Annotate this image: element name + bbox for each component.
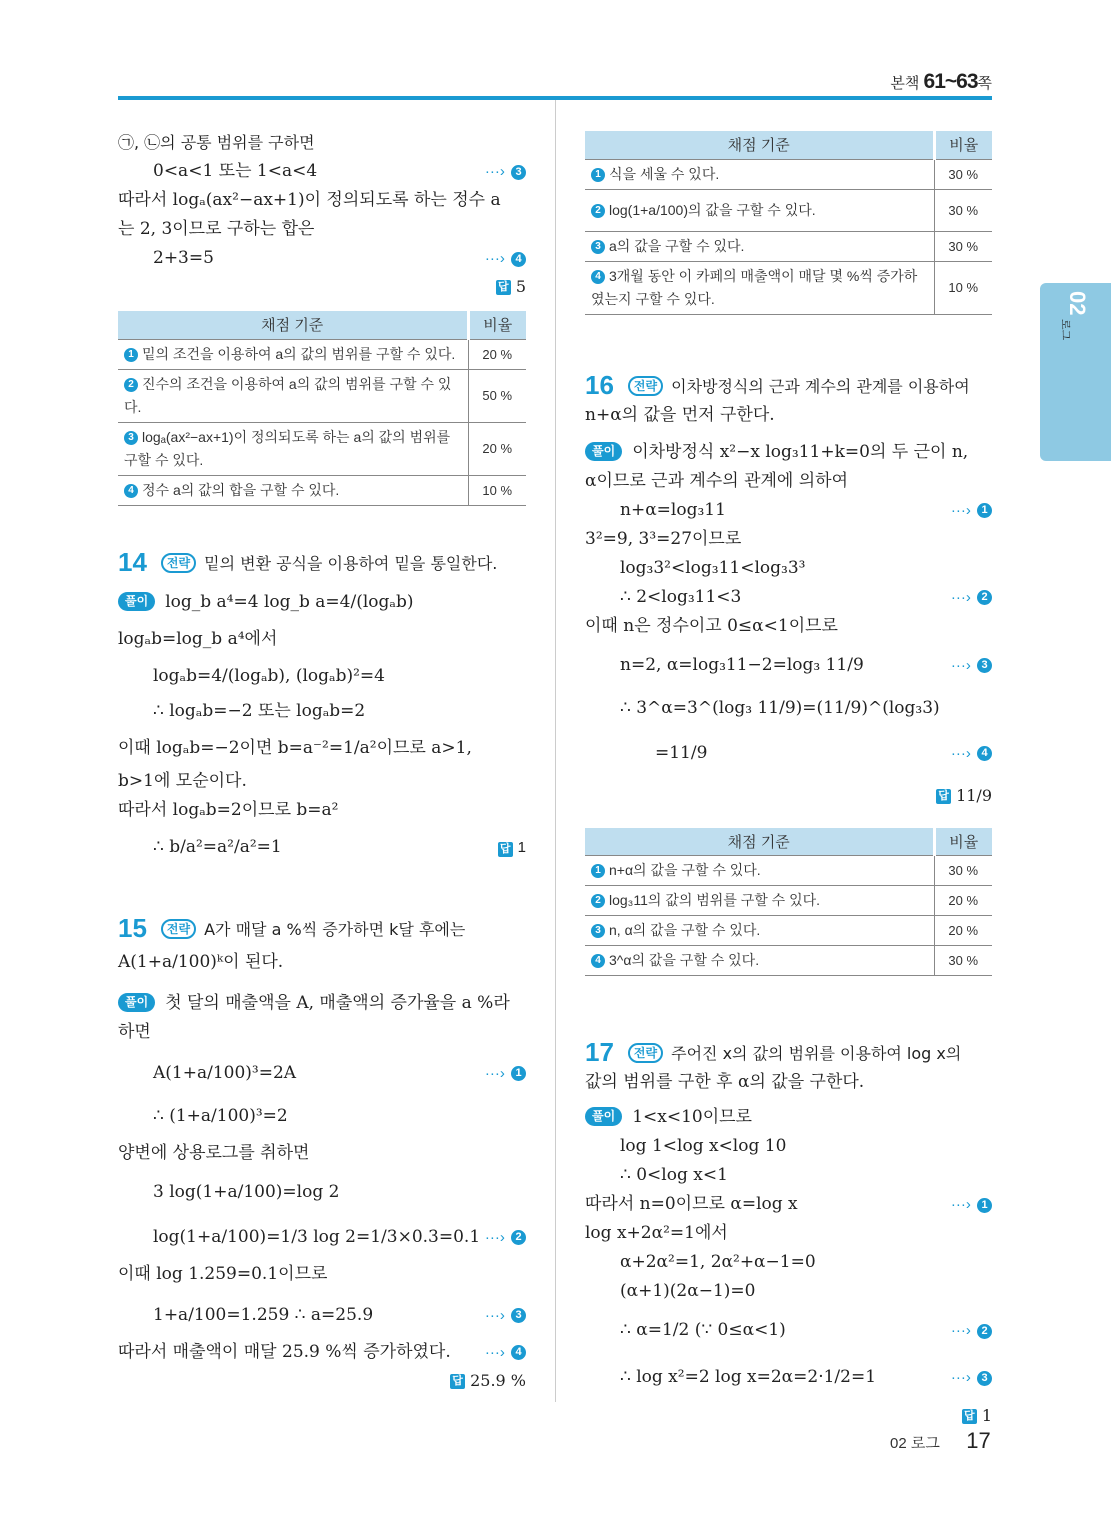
text-line: ∴ log x²=2 log x=2α=2·1/2=1 ···› 3: [585, 1363, 992, 1392]
solution-badge: 풀이: [118, 592, 155, 611]
text-line: n+α=log₃11 ···› 1: [585, 496, 992, 525]
answer-tag-icon: 답: [450, 1374, 465, 1389]
strategy-badge: 전략: [161, 553, 196, 573]
text-line: =11/9 ···› 4: [585, 739, 992, 768]
solution-badge: 풀이: [585, 1107, 622, 1126]
text-line: 풀이 이차방정식 x²−x log₃11+k=0의 두 근이 n,: [585, 438, 992, 467]
text-line: 하면: [118, 1021, 151, 1042]
text-line: 는 2, 3이므로 구하는 합은: [118, 219, 315, 239]
text-line: 이때 n은 정수이고 0≤α<1이므로: [585, 615, 838, 636]
text-line: 따라서 logₐ(ax²−ax+1)이 정의되도록 하는 정수 a: [118, 190, 501, 210]
answer: 답 1: [585, 1402, 992, 1430]
table-row: 3 logₐ(ax²−ax+1)이 정의되도록 하는 a의 값의 범위를 구할 수 있다. 20 %: [118, 422, 526, 475]
answer: 답 1: [498, 833, 526, 862]
chapter-number: 02: [1065, 291, 1090, 316]
table-row: 2 진수의 조건을 이용하여 a의 값의 범위를 구할 수 있다. 50 %: [118, 369, 526, 422]
question-number: 17: [585, 1037, 614, 1067]
table-row: 1 식을 세울 수 있다. 30 %: [585, 159, 992, 189]
text-line: log x+2α²=1에서: [585, 1223, 728, 1243]
ref-pages: 61~63: [923, 70, 978, 93]
scoring-table-13: [118, 311, 526, 506]
text-line: 3²=9, 3³=27이므로: [585, 528, 742, 549]
solution-badge: 풀이: [118, 993, 155, 1012]
text-line: A(1+a/100)ᵏ이 된다.: [118, 951, 284, 972]
step-marker: ···› 1: [951, 1190, 992, 1219]
question-number: 16: [585, 369, 614, 400]
table-row: 3 n, α의 값을 구할 수 있다. 20 %: [585, 916, 992, 946]
text-line: 풀이 1<x<10이므로: [585, 1103, 992, 1132]
question-header: 15 전략 A가 매달 a %씩 증가하면 k달 후에는: [118, 912, 466, 943]
step-marker: ···› 3: [951, 1363, 992, 1392]
text-line: ∴ 2<log₃11<3 ···› 2: [585, 583, 992, 612]
table-row: 1 밑의 조건을 이용하여 a의 값의 범위를 구할 수 있다. 20 %: [118, 339, 526, 369]
question-number: 15: [118, 912, 147, 943]
text-line: A(1+a/100)³=2A ···› 1: [118, 1059, 526, 1088]
question-17: [585, 1038, 992, 1430]
table-row: 4 3개월 동안 이 카페의 매출액이 매달 몇 %씩 증가하였는지 구할 수 있다. 10 %: [585, 261, 992, 314]
strategy-badge: 전략: [161, 919, 196, 939]
right-column: [585, 131, 992, 1430]
question-16: [585, 371, 992, 810]
text-line: 이때 log 1.259=0.1이므로: [118, 1263, 328, 1284]
solution-badge: 풀이: [585, 442, 622, 461]
question-header: 17 전략 주어진 x의 값의 범위를 이용하여 log x의: [585, 1037, 962, 1067]
table-row: 3 a의 값을 구할 수 있다. 30 %: [585, 231, 992, 261]
page-footer: [890, 1428, 991, 1454]
text-line: ∴ b/a²=a²/a²=1 답 1: [118, 833, 526, 862]
footer-chapter: 02 로그: [890, 1435, 940, 1452]
table-row: 2 log₃11의 값의 범위를 구할 수 있다. 20 %: [585, 886, 992, 916]
table-row: 1 n+α의 값을 구할 수 있다. 30 %: [585, 856, 992, 886]
question-header: 14 전략 밑의 변환 공식을 이용하여 밑을 통일한다.: [118, 546, 498, 577]
header-criteria: 채점 기준: [585, 828, 934, 856]
text-line: 2+3=5 ···› 4: [118, 244, 526, 273]
scoring-table-15: [585, 131, 992, 315]
strategy-badge: 전략: [628, 376, 663, 396]
text-line: log₃3²<log₃11<log₃3³: [620, 557, 806, 578]
page-number: 17: [966, 1428, 991, 1453]
header-ratio: 비율: [468, 311, 526, 339]
column-divider: [555, 100, 556, 1402]
question-header: 16 전략 이차방정식의 근과 계수의 관계를 이용하여: [585, 369, 970, 400]
page-header: [118, 68, 992, 100]
chapter-side-tab: [1040, 283, 1111, 461]
step-marker: ···› 3: [951, 651, 992, 680]
question-number: 14: [118, 546, 147, 577]
table-row: 4 3^α의 값을 구할 수 있다. 30 %: [585, 946, 992, 976]
step-marker: ···› 3: [485, 1301, 526, 1330]
answer-tag-icon: 답: [936, 789, 951, 804]
text-line: 따라서 매출액이 매달 25.9 %씩 증가하였다. ···› 4: [118, 1338, 526, 1367]
question-14: [118, 548, 526, 862]
step-marker: ···› 3: [485, 157, 526, 186]
answer-tag-icon: 답: [496, 280, 511, 295]
header-ratio: 비율: [934, 131, 992, 159]
chapter-title: 로그: [1059, 319, 1072, 341]
step-marker: ···› 2: [951, 583, 992, 612]
text-line: 0<a<1 또는 1<a<4 ···› 3: [118, 157, 526, 186]
question-15: [118, 914, 526, 1395]
ref-suffix: 쪽: [977, 75, 992, 92]
text-line: 따라서 logₐb=2이므로 b=a²: [118, 799, 339, 820]
step-marker: ···› 2: [485, 1223, 526, 1252]
text-line: α+2α²=1, 2α²+α−1=0: [620, 1252, 816, 1272]
answer: 답 5: [118, 273, 526, 301]
left-column: [118, 128, 526, 1395]
text-line: logₐb=4/(logₐb), (logₐb)²=4: [153, 665, 385, 686]
ref-prefix: 본책: [890, 75, 920, 92]
text-line: 양변에 상용로그를 취하면: [118, 1142, 310, 1163]
text-line: 이때 logₐb=−2이면 b=a⁻²=1/a²이므로 a>1,: [118, 737, 472, 758]
text-line: 풀이 log_b a⁴=4 log_b a=4/(logₐb): [118, 588, 526, 617]
text-line: log 1<log x<log 10: [620, 1136, 787, 1156]
text-line: ∴ (1+a/100)³=2: [153, 1105, 288, 1126]
text-line: n=2, α=log₃11−2=log₃ 11/9 ···› 3: [585, 651, 992, 680]
step-marker: ···› 4: [951, 739, 992, 768]
text-line: 3 log(1+a/100)=log 2: [153, 1181, 340, 1202]
textbook-reference: [890, 70, 992, 94]
text-line: n+α의 값을 먼저 구한다.: [585, 404, 775, 425]
text-line: log(1+a/100)=1/3 log 2=1/3×0.3=0.1 ···› 2: [118, 1223, 526, 1252]
header-criteria: 채점 기준: [118, 311, 468, 339]
strategy-badge: 전략: [628, 1043, 663, 1063]
answer: 답 11/9: [585, 782, 992, 810]
text-line: logₐb=log_b a⁴에서: [118, 628, 278, 649]
table-row: 2 log(1+a/100)의 값을 구할 수 있다. 30 %: [585, 189, 992, 231]
step-marker: ···› 1: [951, 496, 992, 525]
text-line: ∴ 3^α=3^(log₃ 11/9)=(11/9)^(log₃3): [620, 697, 940, 718]
text-line: 풀이 첫 달의 매출액을 A, 매출액의 증가율을 a %라: [118, 989, 526, 1018]
text-line: ∴ logₐb=−2 또는 logₐb=2: [153, 700, 366, 721]
text-line: ㉠, ㉡의 공통 범위를 구하면: [118, 133, 315, 152]
step-marker: ···› 1: [485, 1059, 526, 1088]
text-line: 1+a/100=1.259 ∴ a=25.9 ···› 3: [118, 1301, 526, 1330]
answer: 답 25.9 %: [118, 1367, 526, 1395]
text-line: 따라서 n=0이므로 α=log x ···› 1: [585, 1190, 992, 1219]
q13-continuation: [118, 128, 526, 301]
scoring-table-16: [585, 828, 992, 977]
step-marker: ···› 4: [485, 1338, 526, 1367]
header-ratio: 비율: [934, 828, 992, 856]
text-line: ∴ 0<log x<1: [620, 1165, 728, 1185]
header-criteria: 채점 기준: [585, 131, 934, 159]
text-line: b>1에 모순이다.: [118, 770, 247, 791]
text-line: (α+1)(2α−1)=0: [620, 1281, 756, 1301]
table-row: 4 정수 a의 값의 합을 구할 수 있다. 10 %: [118, 475, 526, 505]
text-line: 값의 범위를 구한 후 α의 값을 구한다.: [585, 1072, 865, 1092]
step-marker: ···› 4: [485, 244, 526, 273]
answer-tag-icon: 답: [962, 1409, 977, 1424]
step-marker: ···› 2: [951, 1316, 992, 1345]
text-line: ∴ α=1/2 (∵ 0≤α<1) ···› 2: [585, 1316, 992, 1345]
text-line: α이므로 근과 계수의 관계에 의하여: [585, 470, 849, 491]
